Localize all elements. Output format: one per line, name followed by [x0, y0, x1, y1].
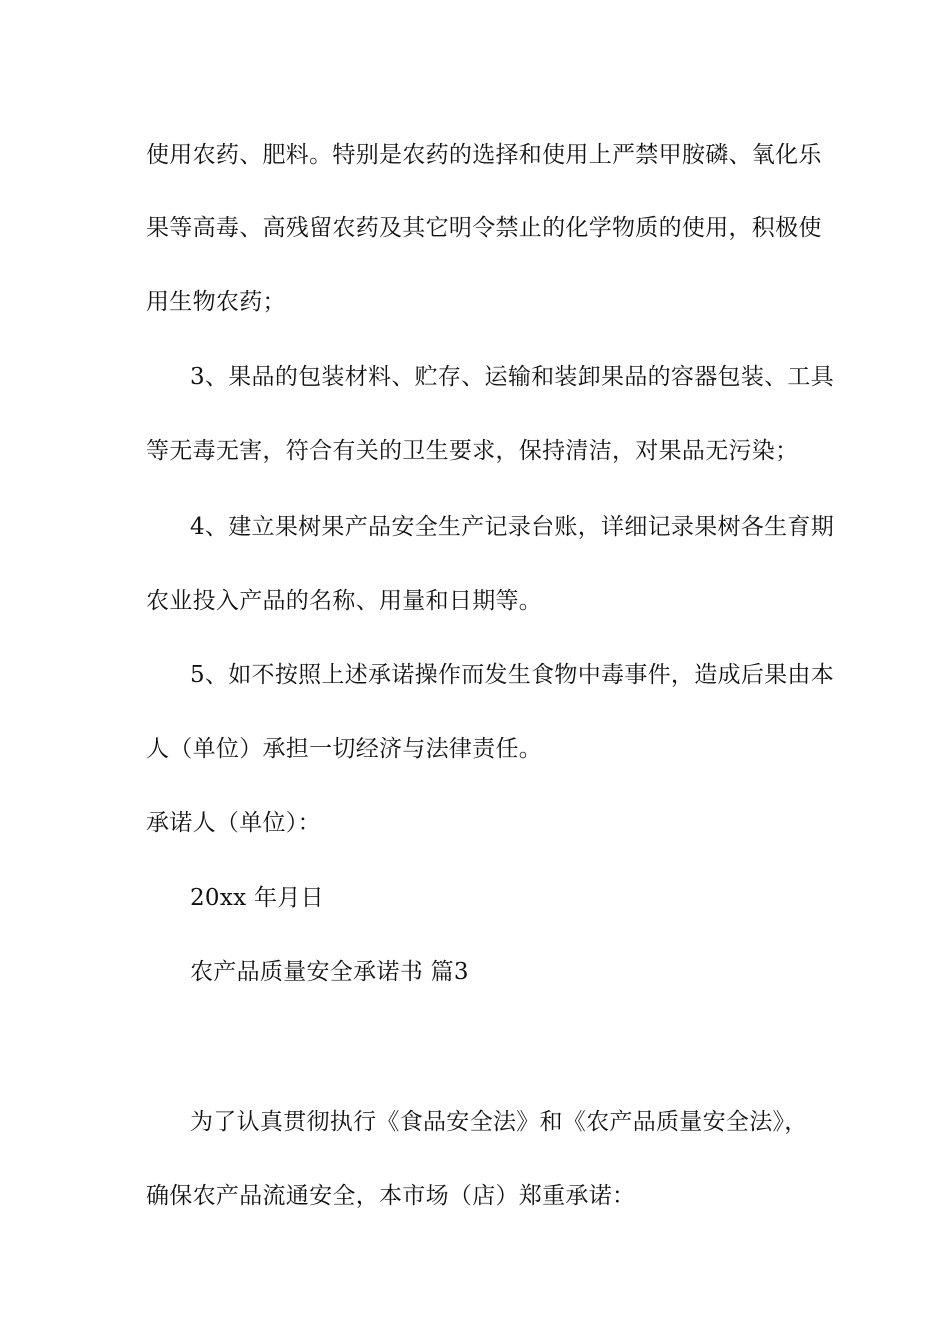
paragraph-3-line-2: 确保农产品流通安全，本市场（店）郑重承诺：: [146, 1183, 636, 1209]
item-3-line-1: 3、果品的包装材料、贮存、运输和装卸果品的容器包装、工具: [190, 364, 835, 390]
item-5-line-1: 5、如不按照上述承诺操作而发生食物中毒事件，造成后果由本: [190, 662, 835, 688]
paragraph-2-line-1: 使用农药、肥料。特别是农药的选择和使用上严禁甲胺磷、氧化乐: [146, 142, 822, 168]
date-line: 20xx 年月日: [190, 885, 324, 911]
paragraph-2-line-2: 果等高毒、高残留农药及其它明令禁止的化学物质的使用，积极使: [146, 215, 822, 241]
item-4-line-1: 4、建立果树果产品安全生产记录台账，详细记录果树各生育期: [190, 514, 835, 540]
item-5-line-2: 人（单位）承担一切经济与法律责任。: [146, 736, 543, 762]
item-3-line-2: 等无毒无害，符合有关的卫生要求，保持清洁，对果品无污染；: [146, 438, 799, 464]
paragraph-2-line-3: 用生物农药；: [146, 289, 286, 315]
signatory-label: 承诺人（单位）：: [146, 810, 321, 836]
section-title: 农产品质量安全承诺书 篇3: [190, 959, 469, 985]
item-4-line-2: 农业投入产品的名称、用量和日期等。: [146, 588, 543, 614]
paragraph-3-line-1: 为了认真贯彻执行《食品安全法》和《农产品质量安全法》，: [190, 1109, 808, 1135]
